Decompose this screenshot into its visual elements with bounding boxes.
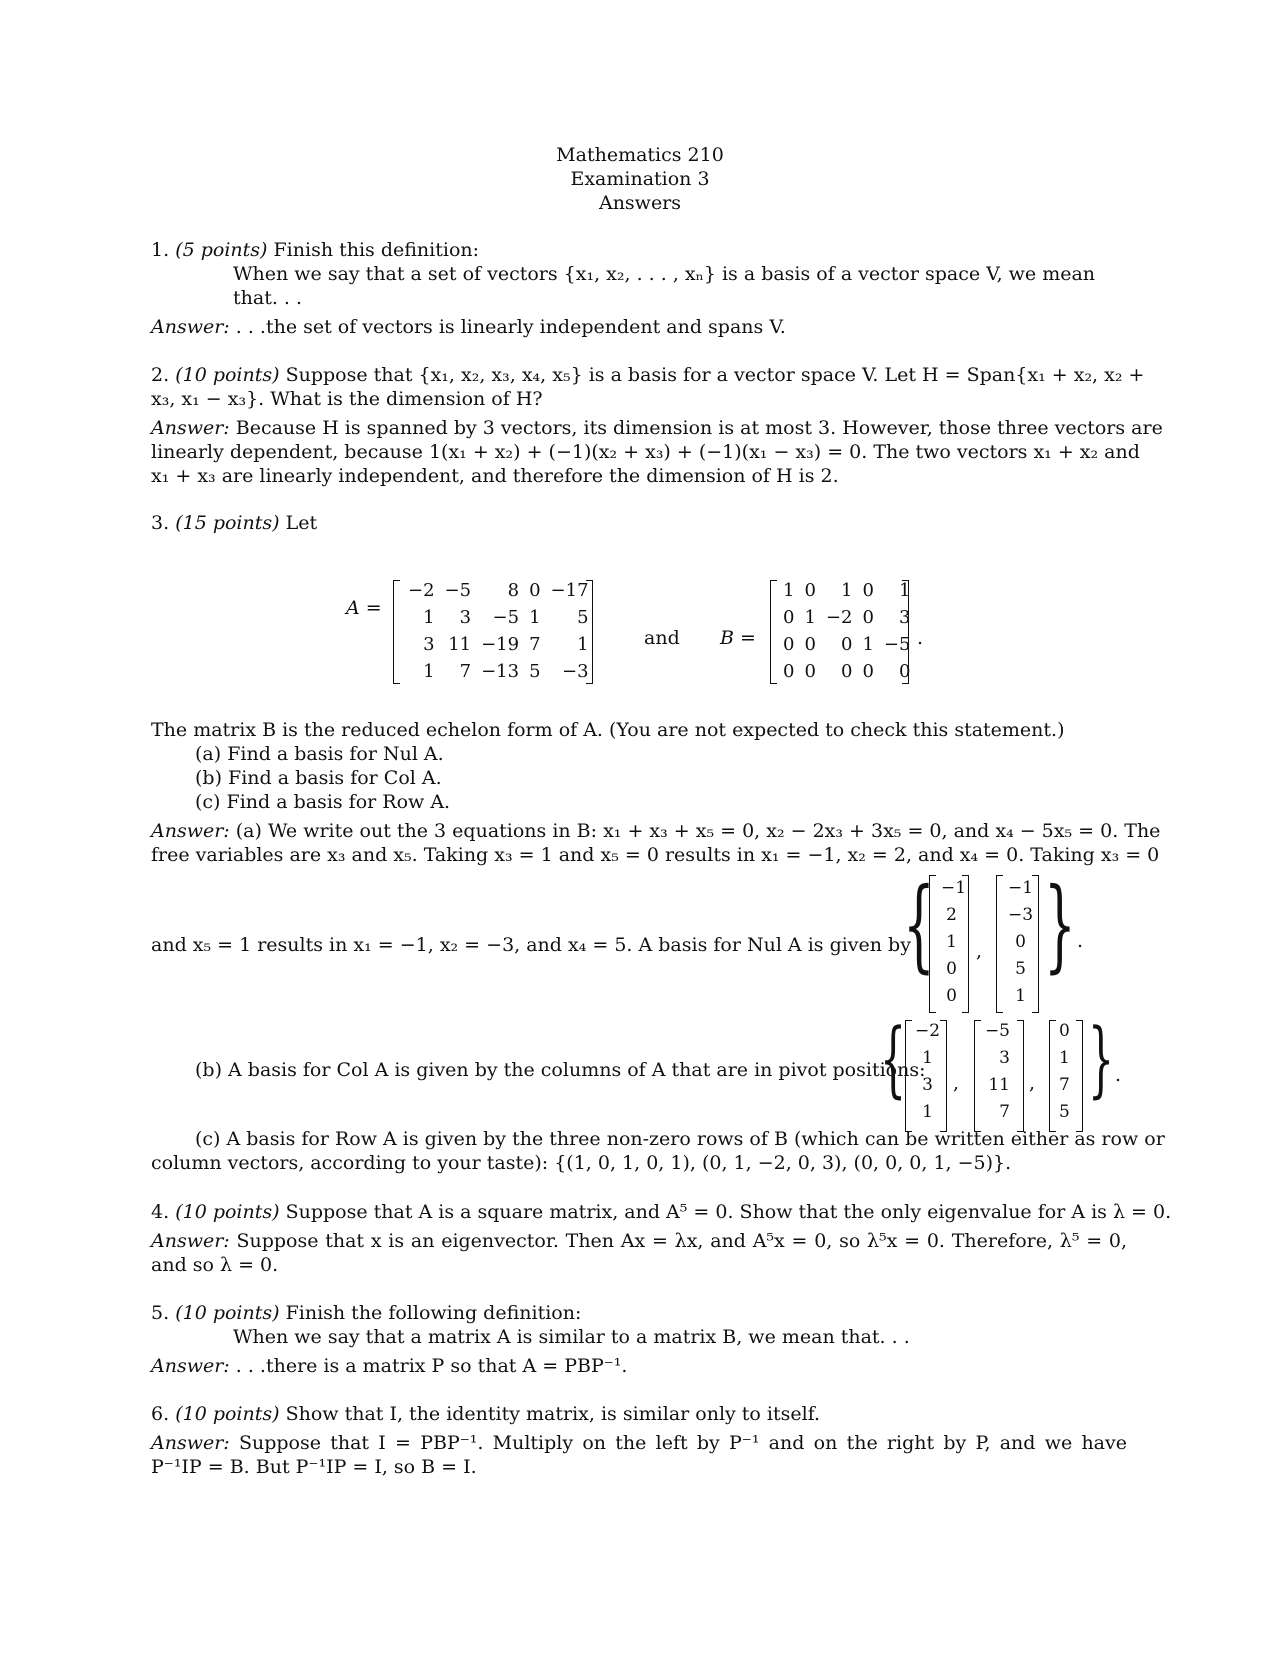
answer-label: Answer: [151,1432,230,1454]
nul-vector-entry: 0 [946,959,957,979]
and-word: and [644,627,680,649]
answer-text: . . .there is a matrix P so that A = PBP⁻¹. [235,1355,628,1377]
col-vector-1-right-bracket [940,1020,947,1132]
nul-vector-entry: −1 [941,878,967,898]
matrix-a-entry: 7 [529,634,541,655]
question-number: 2. [151,364,170,386]
question-2-answer [151,416,1163,440]
matrix-b-entry: 0 [804,661,816,682]
matrix-b-left-bracket [770,580,777,684]
answer-label: Answer: [151,417,230,439]
nul-vector-entry: 1 [1015,986,1026,1006]
nul-vector-1-right-bracket [962,875,969,1013]
matrix-b-entry: 1 [899,580,911,601]
question-number: 3. [151,512,170,534]
matrix-b-entry: 0 [783,661,795,682]
question-4-answer [151,1229,1127,1253]
question-points: (10 points) [175,364,280,386]
col-vector-2-right-bracket [1017,1020,1024,1132]
col-basis-period: . [1115,1064,1122,1086]
matrix-a-left-bracket [393,580,400,684]
col-basis-right-brace: } [1088,1012,1115,1107]
matrix-a-entry: −13 [481,661,520,682]
question-3-part-a: (a) Find a basis for Nul A. [195,743,444,765]
matrix-a-entry: −17 [550,580,589,601]
question-4-answer-line-2: and so λ = 0. [151,1254,279,1276]
matrix-a-entry: 0 [529,580,541,601]
nul-vector-2-right-bracket [1032,875,1039,1013]
question-number: 4. [151,1201,170,1223]
col-basis-left-brace: { [880,1012,907,1107]
matrix-b-entry: 0 [899,661,911,682]
matrix-a-right-bracket [586,580,593,684]
col-vector-entry: −2 [915,1021,941,1041]
matrix-b-label: B = [720,627,756,649]
matrix-a-row [403,658,594,685]
question-5-statement: When we say that a matrix A is similar to a matrix B, we mean that. . . [233,1326,910,1348]
col-vector-entry: 7 [999,1102,1010,1122]
question-4-heading [151,1200,1172,1224]
matrix-b-entry: 0 [841,634,853,655]
matrix-b-entry: 0 [783,607,795,628]
question-3-answer-a [151,819,1161,843]
answer-text: (a) We write out the 3 equations in B: x₁ + x₃ + x₅ = 0, x₂ − 2x₃ + 3x₅ = 0, and x₄ − 5x₅ = 0. The [235,820,1161,842]
matrix-a-row [403,631,594,658]
matrix-b-entry: 0 [804,580,816,601]
col-basis-separator: , [953,1072,960,1094]
matrix-a-entry: −5 [492,607,520,628]
question-3-answer-a-line-2: free variables are x₃ and x₅. Taking x₃ = 1 and x₅ = 0 results in x₁ = −1, x₂ = 2, and x₄ = 0. Taking x₃ = 0 [151,844,1160,866]
matrix-b-right-bracket [902,580,909,684]
matrix-a-entry: −2 [408,580,435,601]
question-text: Show that I, the identity matrix, is similar only to itself. [285,1403,821,1425]
question-text: Suppose that A is a square matrix, and A⁵ = 0. Show that the only eigenvalue for A is λ = 0. [285,1201,1172,1223]
exam-title: Examination 3 [570,168,710,190]
matrix-b-entry: 1 [862,634,874,655]
matrix-b-entry: 1 [841,580,853,601]
question-points: (5 points) [175,239,268,261]
matrix-a-entry: −5 [444,580,472,601]
answer-label: Answer: [151,820,230,842]
question-2-answer-line-3: x₁ + x₃ are linearly independent, and therefore the dimension of H is 2. [151,465,839,487]
question-3-heading [151,511,317,535]
col-vector-entry: 3 [922,1075,933,1095]
matrix-b-row [778,658,915,685]
question-number: 1. [151,239,170,261]
col-vector-entry: 1 [1059,1048,1070,1068]
matrix-a-entry: 8 [507,580,520,601]
nul-vector-entry: 0 [1015,932,1026,952]
question-6-heading [151,1402,820,1426]
answer-label: Answer: [151,316,230,338]
question-prompt: Finish this definition: [273,239,480,261]
answer-text: Suppose that I = PBP⁻¹. Multiply on the left by P⁻¹ and on the right by P, and we have [238,1432,1127,1454]
nul-basis-left-brace: { [903,866,935,983]
nul-basis-vector-1 [934,875,967,1010]
matrix-a-row [403,577,594,604]
matrix-a-entry: 7 [459,661,472,682]
col-vector-entry: 7 [1059,1075,1070,1095]
answer-label: Answer: [151,1355,230,1377]
matrix-b-row [778,604,915,631]
question-5-answer [151,1354,627,1378]
col-vector-entry: 5 [1059,1102,1070,1122]
question-1-statement: When we say that a set of vectors {x₁, x₂, . . . , xₙ} is a basis of a vector space V, we mean [233,263,1096,285]
nul-vector-entry: 0 [946,986,957,1006]
question-points: (10 points) [175,1201,280,1223]
matrix-a-entry: −19 [481,634,520,655]
matrix-b-entry: 0 [841,661,853,682]
question-number: 6. [151,1403,170,1425]
matrix-a [403,577,594,685]
question-1-heading [151,238,479,262]
page-subtitle: Answers [598,192,682,214]
matrix-b-entry: 0 [783,634,795,655]
col-vector-entry: 3 [999,1048,1010,1068]
nul-vector-entry: −1 [1008,878,1034,898]
matrix-b-entry: −2 [825,607,853,628]
col-basis-vector-2 [977,1018,1017,1126]
question-2-text-cont: x₃, x₁ − x₃}. What is the dimension of H? [151,388,543,410]
course-title: Mathematics 210 [556,144,724,166]
nul-basis-right-brace: } [1044,866,1076,983]
col-vector-3-right-bracket [1076,1020,1083,1132]
matrix-b-entry: 0 [804,634,816,655]
nul-vector-entry: −3 [1008,905,1034,925]
question-let: Let [285,512,318,534]
answer-text: Suppose that x is an eigenvector. Then Ax = λx, and A⁵x = 0, so λ⁵x = 0. Therefore, λ⁵ = 0, [236,1230,1128,1252]
question-3-part-c: (c) Find a basis for Row A. [195,791,451,813]
question-3-answer-a-line-3: and x₅ = 1 results in x₁ = −1, x₂ = −3, and x₄ = 5. A basis for Nul A is given by [151,934,911,956]
nul-basis-period: . [1077,930,1084,952]
answer-label: Answer: [151,1230,230,1252]
matrix-b-entry: 0 [862,580,874,601]
col-basis-vector-3 [1052,1018,1076,1126]
col-vector-entry: 11 [988,1075,1010,1095]
nul-vector-entry: 1 [946,932,957,952]
question-2-heading [151,363,1145,387]
matrix-a-label: A = [346,597,382,619]
col-vector-entry: 1 [922,1048,933,1068]
answer-text: Because H is spanned by 3 vectors, its dimension is at most 3. However, those three vectors are [235,417,1163,439]
matrix-a-row [403,604,594,631]
question-3-note: The matrix B is the reduced echelon form of A. (You are not expected to check this statement.) [151,719,1065,741]
question-points: (10 points) [175,1302,280,1324]
question-points: (10 points) [175,1403,280,1425]
matrix-b [778,577,915,685]
matrix-b-entry: 1 [783,580,795,601]
matrix-b-row [778,631,915,658]
answer-text: . . .the set of vectors is linearly independent and spans V. [235,316,786,338]
matrix-b-row [778,577,915,604]
question-1-statement-cont: that. . . [233,287,303,309]
matrix-b-entry: 0 [862,661,874,682]
matrix-b-entry: −5 [883,634,911,655]
matrix-a-entry: 5 [577,607,589,628]
matrix-b-entry: 0 [862,607,874,628]
matrix-a-entry: 5 [529,661,541,682]
matrix-b-entry: 3 [899,607,911,628]
nul-basis-vector-2 [1001,875,1033,1010]
col-vector-entry: 0 [1059,1021,1070,1041]
matrix-b-entry: 1 [804,607,816,628]
question-6-answer [151,1431,1127,1455]
question-5-heading [151,1301,581,1325]
col-basis-vector-1 [908,1018,940,1126]
question-1-answer [151,315,786,339]
matrix-a-entry: 3 [423,634,435,655]
question-6-answer-line-2: P⁻¹IP = B. But P⁻¹IP = I, so B = I. [151,1456,477,1478]
matrix-a-entry: −3 [562,661,589,682]
question-prompt: Finish the following definition: [285,1302,582,1324]
question-2-answer-line-2: linearly dependent, because 1(x₁ + x₂) + (−1)(x₂ + x₃) + (−1)(x₁ − x₃) = 0. The two vectors x₁ + x₂ and [151,441,1140,463]
matrix-a-entry: 1 [577,634,589,655]
question-points: (15 points) [175,512,280,534]
matrix-a-entry: 1 [423,607,435,628]
nul-vector-entry: 5 [1015,959,1026,979]
question-3-answer-b: (b) A basis for Col A is given by the columns of A that are in pivot positions: [195,1059,926,1081]
matrix-a-entry: 1 [529,607,541,628]
question-text: Suppose that {x₁, x₂, x₃, x₄, x₅} is a basis for a vector space V. Let H = Span{x₁ + x₂, x₂ + [285,364,1145,386]
matrix-a-entry: 3 [459,607,472,628]
question-number: 5. [151,1302,170,1324]
question-3-answer-c: (c) A basis for Row A is given by the three non-zero rows of B (which can be written either as row or [195,1128,1165,1150]
matrix-period: . [917,627,924,649]
col-vector-entry: −5 [984,1021,1010,1041]
matrix-a-entry: 1 [423,661,435,682]
col-basis-separator: , [1029,1072,1036,1094]
col-vector-entry: 1 [922,1102,933,1122]
nul-vector-entry: 2 [946,905,957,925]
matrix-a-entry: 11 [448,634,472,655]
question-3-answer-c-line-2: column vectors, according to your taste): {(1, 0, 1, 0, 1), (0, 1, −2, 0, 3), (0, 0, 0, 1, −5)}. [151,1152,1012,1174]
question-3-part-b: (b) Find a basis for Col A. [195,767,442,789]
nul-basis-separator: , [976,940,983,962]
